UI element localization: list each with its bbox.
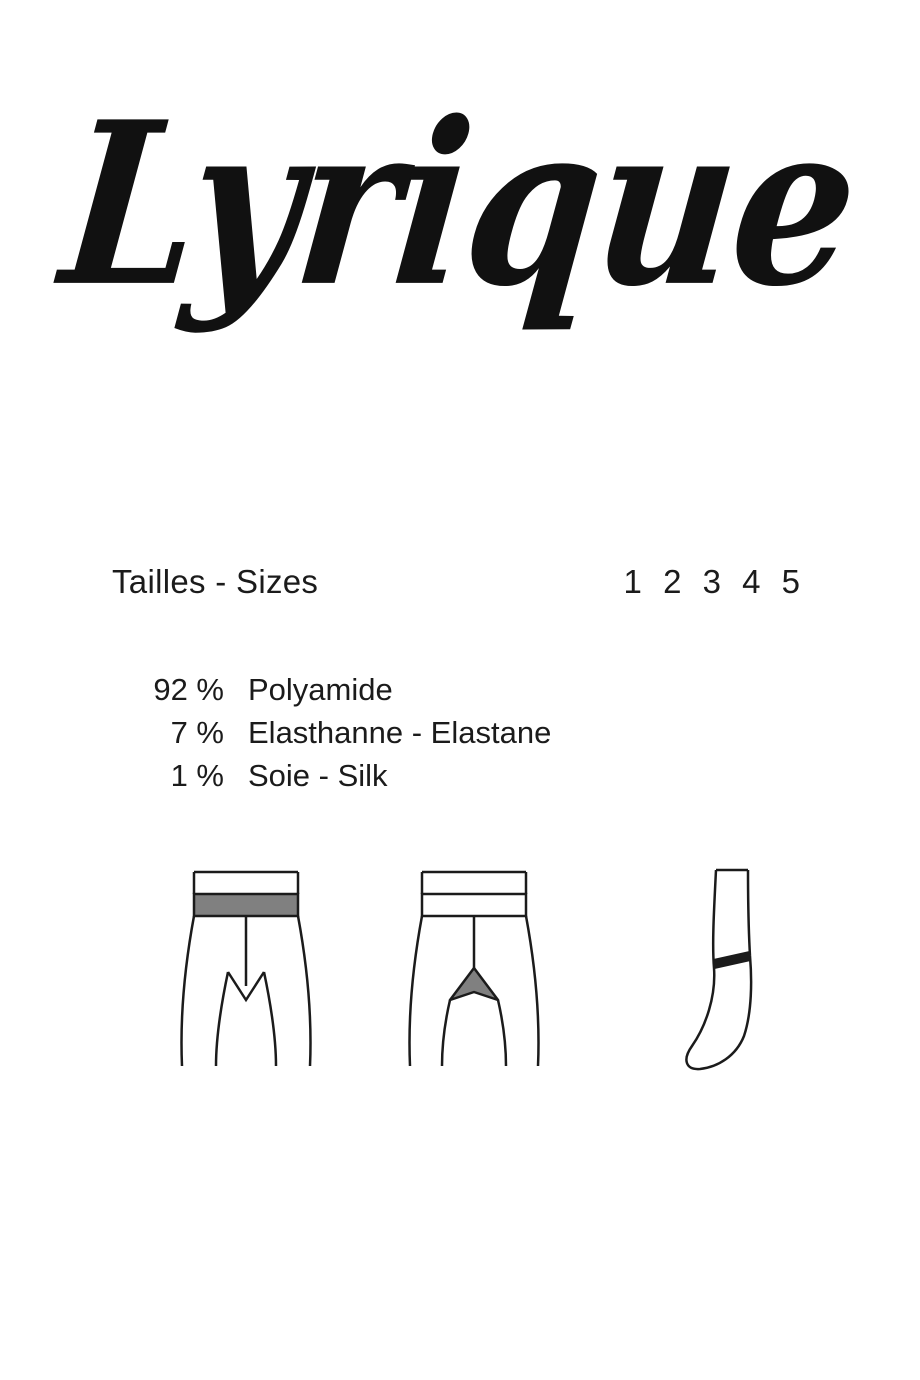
tights-back-gusset-icon [390, 860, 570, 1090]
composition-row [112, 758, 732, 794]
sizes-row [112, 563, 812, 601]
sizes-values: 1 2 3 4 5 [623, 563, 806, 600]
composition-percent: 7 % [170, 715, 224, 750]
composition-material: Elasthanne - Elastane [248, 715, 552, 750]
composition-percent: 1 % [170, 758, 224, 793]
composition-material: Soie - Silk [248, 758, 388, 793]
composition-percent: 92 % [153, 672, 224, 707]
brand-logo [0, 72, 920, 336]
composition-material: Polyamide [248, 672, 393, 707]
brand-name: Lyrique [52, 72, 868, 336]
composition-row [112, 715, 732, 751]
pictogram-strip [112, 860, 812, 1100]
composition-row [112, 672, 732, 708]
composition-list [112, 672, 732, 801]
sizes-label: Tailles - Sizes [112, 563, 319, 600]
leg-stocking-band-icon [652, 860, 832, 1090]
tights-front-waistband-icon [162, 860, 342, 1090]
